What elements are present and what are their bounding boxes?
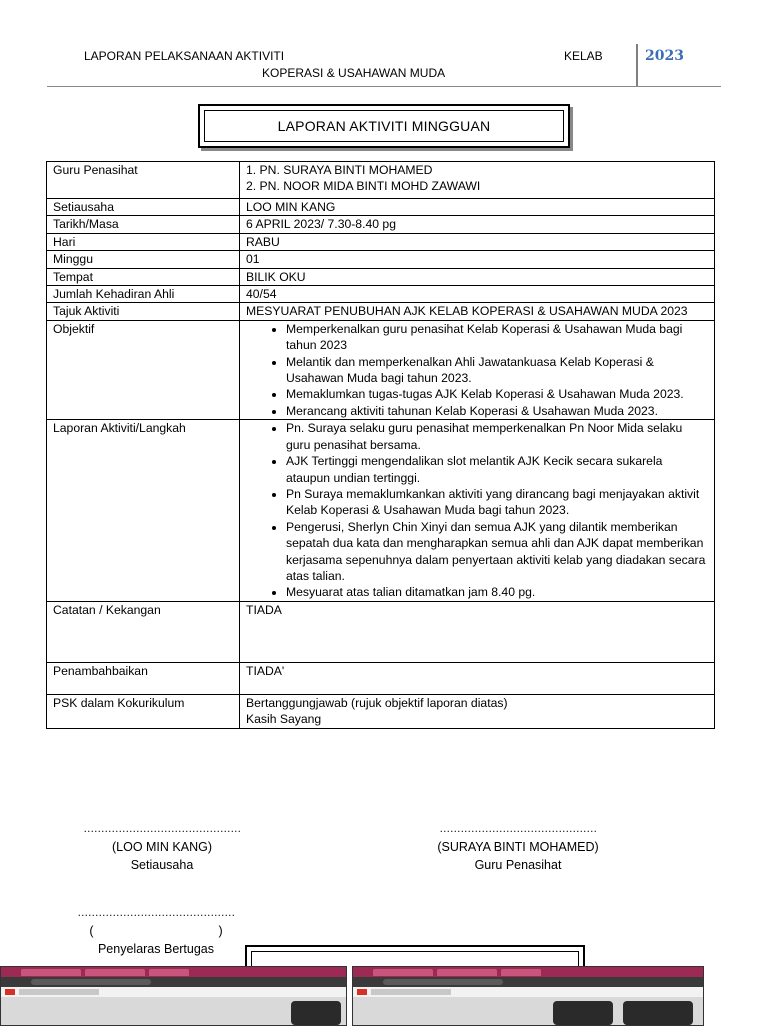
psk-1: Bertanggungjawab (rujuk objektif laporan diatas) [246,695,508,710]
tajuk-label: Tajuk Aktiviti [47,303,240,320]
guru-2: 2. PN. NOOR MIDA BINTI MOHD ZAWAWI [246,179,481,194]
meeting-screenshot-left [0,966,347,1026]
tarikh-value: 6 APRIL 2023/ 7.30-8.40 pg [240,216,715,233]
signature-bottom [56,904,256,958]
list-item: • Memperkenalkan guru penasihat Kelab Koperasi & Usahawan Muda bagi tahun 2023 [286,321,708,354]
table-row [47,662,715,694]
signature-right [418,820,618,874]
table-row [47,286,715,303]
hari-label: Hari [47,233,240,250]
table-row [47,268,715,285]
table-row [47,303,715,320]
signature-right-role: Guru Penasihat [474,858,562,872]
minggu-value: 01 [240,251,715,268]
video-tile [623,1001,693,1025]
signature-left [62,820,262,874]
table-row [47,320,715,419]
psk-2: Kasih Sayang [246,712,322,727]
laporan-label: Laporan Aktiviti/Langkah [47,420,240,601]
signature-line: ……………………………………… [77,907,235,919]
minggu-label: Minggu [47,251,240,268]
meeting-screenshot-right [352,966,704,1026]
report-table [46,161,715,729]
penambahbaikan-label: Penambahbaikan [47,662,240,694]
table-row [47,199,715,216]
catatan-value: TIADA [240,601,715,662]
psk-value [240,694,715,728]
laporan-value [240,420,715,601]
list-item: • Pengerusi, Sherlyn Chin Xinyi dan semua AJK yang dilantik memberikan sepatah dua kata dan mengharapkan semua ahli dan AJK dapat memberikan kerjasama sepenuhnya dalam penyertaan aktiviti kelab yang diadakan secara atas talian. [286,519,708,585]
guru-value [240,162,715,199]
video-tile [553,1001,613,1025]
objektif-value [240,320,715,419]
hari-value: RABU [240,233,715,250]
kehadiran-value: 40/54 [240,286,715,303]
list-item: • Memaklumkan tugas-tugas AJK Kelab Koperasi & Usahawan Muda 2023. [286,386,708,402]
kehadiran-label: Jumlah Kehadiran Ahli [47,286,240,303]
tarikh-label: Tarikh/Masa [47,216,240,233]
list-item: • Pn Suraya memaklumkankan aktiviti yang dirancang bagi menjayakan aktivit Kelab Koperasi & Usahawan Muda bagi tahun 2023. [286,486,708,519]
signature-bottom-role: Penyelaras Bertugas [97,942,215,956]
table-row [47,216,715,233]
setiausaha-value: LOO MIN KANG [240,199,715,216]
list-item: • Melantik dan memperkenalkan Ahli Jawatankuasa Kelab Koperasi & Usahawan Muda bagi tahun 2023. [286,354,708,387]
table-row [47,251,715,268]
list-item: • Mesyuarat atas talian ditamatkan jam 8.40 pg. [286,584,708,600]
report-title: LAPORAN AKTIVITI MINGGUAN [204,110,564,142]
list-item: • Pn. Suraya selaku guru penasihat memperkenalkan Pn Noor Mida selaku guru penasihat bersama. [286,420,708,453]
signature-line: ……………………………………… [439,823,597,835]
penambahbaikan-value: TIADA' [240,662,715,694]
signature-right-name: (SURAYA BINTI MOHAMED) [437,840,599,854]
header-line2: KOPERASI & USAHAWAN MUDA [262,66,446,80]
header-rule [47,86,721,87]
table-row [47,233,715,250]
signature-line: ……………………………………… [83,823,241,835]
signature-bottom-name: ( ) [89,924,223,938]
guru-1: 1. PN. SURAYA BINTI MOHAMED [246,163,433,177]
video-tile [291,1001,341,1025]
signature-left-name: (LOO MIN KANG) [111,840,212,854]
table-row [47,601,715,662]
tempat-label: Tempat [47,268,240,285]
header-line1: LAPORAN PELAKSANAAN AKTIVITI [84,49,285,63]
header-year: 2023 [645,48,684,64]
objektif-label: Objektif [47,320,240,419]
psk-label: PSK dalam Kokurikulum [47,694,240,728]
table-row [47,420,715,601]
record-icon [5,989,15,995]
catatan-label: Catatan / Kekangan [47,601,240,662]
tempat-value: BILIK OKU [240,268,715,285]
list-item: • Merancang aktiviti tahunan Kelab Koperasi & Usahawan Muda 2023. [286,403,708,419]
next-title-box [245,945,585,967]
list-item: • AJK Tertinggi mengendalikan slot melantik AJK Kecik secara sukarela ataupun undian tertinggi. [286,453,708,486]
title-box [198,104,570,148]
setiausaha-label: Setiausaha [47,199,240,216]
header-kelab: KELAB [564,49,603,63]
guru-label: Guru Penasihat [47,162,240,199]
table-row [47,162,715,199]
signature-left-role: Setiausaha [130,858,194,872]
tajuk-value: MESYUARAT PENUBUHAN AJK KELAB KOPERASI & USAHAWAN MUDA 2023 [240,303,715,320]
header-divider [636,44,638,86]
record-icon [357,989,367,995]
laporan-list [246,420,708,600]
objektif-list [246,321,708,419]
table-row [47,694,715,728]
